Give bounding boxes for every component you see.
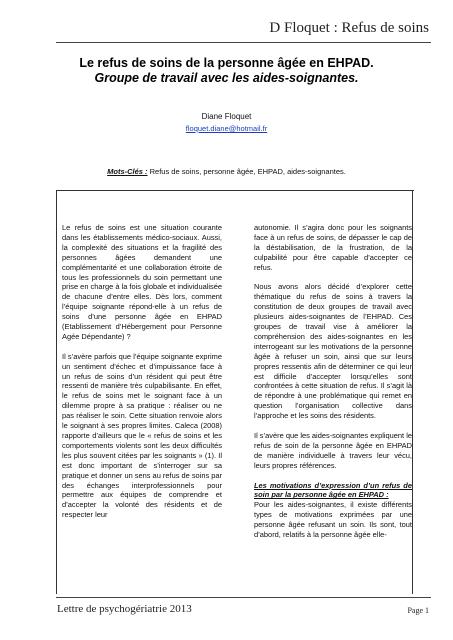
right-column bbox=[254, 223, 412, 550]
paragraph: Le refus de soins est une situation courante dans les établissements médico-sociaux. Aussi, la complexité des situations et la fragilité des personnes âgées demandent une complémentarité et une collaboration étroite de tous les professionnels du soin permettant une prise en charge à la fois globale et individualisée de chacune d’entre elles. Dès lors, comment l’équipe soignante répond-elle à un refus de soins d’une personne âgée en EHPAD (Etablissement d’Hébergement pour Personne Agée Dépendante) ? bbox=[62, 223, 223, 341]
text-frame-top bbox=[56, 190, 414, 191]
header-divider bbox=[56, 42, 431, 43]
left-column bbox=[62, 223, 222, 530]
paragraph: autonomie. Il s’agira donc pour les soignants face à un refus de soins, de dépasser le cap de la déstabilisation, de la frustration, de la culpabilité pour être capable d’accepter ce refus. bbox=[254, 223, 412, 272]
footer-publication: Lettre de psychogériatrie 2013 bbox=[57, 603, 192, 615]
paragraph: Il s’avère que les aides-soignantes expliquent le refus de soin de la personne âgée en EHPAD de manière individuelle à travers leur vécu, leurs propres références. bbox=[254, 431, 412, 470]
footer-divider bbox=[56, 597, 431, 598]
article-subtitle: Groupe de travail avec les aides-soignantes. bbox=[94, 71, 359, 85]
paragraph: Pour les aides-soignantes, il existe différents types de motivations exprimées par une personne âgée refusant un soin. Ils sont, tout d’abord, relatifs à la personne âgée elle- bbox=[254, 500, 412, 540]
keywords-line bbox=[60, 167, 393, 176]
paragraph: Nous avons alors décidé d’explorer cette thématique du refus de soins à travers la constitution de deux groupes de travail avec plusieurs aides-soignantes de l’EHPAD. Ces groupes de travail vise à améliorer la compréhension des aides-soignantes en les interrogeant sur les motivations de la personne âgée à refuser un soin, ainsi que sur leurs propres ressentis afin de déterminer ce qui leur est difficile d’accepter lorsqu’elles sont confrontées à cette situation de refus. Il s’agit là de répondre à une problématique qui remet en question l’organisation collective dans l’approche et les soins des résidents. bbox=[254, 282, 412, 421]
article-title: Le refus de soins de la personne âgée en EHPAD. bbox=[79, 56, 374, 70]
author-email-link[interactable]: floquet.diane@hotmail.fr bbox=[185, 124, 268, 133]
author-name: Diane Floquet bbox=[201, 112, 252, 121]
keywords-text: Refus de soins, personne âgée, EHPAD, aides-soignantes. bbox=[147, 167, 346, 176]
page-number: Page 1 bbox=[407, 606, 429, 615]
text-frame-right bbox=[412, 190, 413, 594]
paragraph: Il s’avère parfois que l’équipe soignante exprime un sentiment d’échec et d’impuissance face à un refus de soins d’un résident qui peut être ressenti de manière très culpabilisante. En effet, le refus de soins met le soignant face à un dilemme propre à sa pratique : réaliser ou ne pas réaliser le soin. Cette situation renvoie alors le soignant à ses propres limites. Caleca (2008) rapporte d’ailleurs que le « refus de soins et les comportements violents sont les deux difficultés les plus souvent citées par les soignants » (1). Il est donc important de s’interroger sur sa pratique et donner un sens au refus de soins par des échanges interprofessionnels pour permettre aux équipes de comprendre et d’accepter la volonté des résidents et de respecter leur bbox=[62, 351, 223, 520]
running-header: D Floquet : Refus de soins bbox=[269, 20, 429, 36]
section-heading: Les motivations d’expression d’un refus de soin par la personne âgée en EHPAD : bbox=[254, 480, 412, 500]
keywords-label: Mots-Clés : bbox=[107, 167, 148, 176]
text-frame-left bbox=[56, 190, 57, 594]
